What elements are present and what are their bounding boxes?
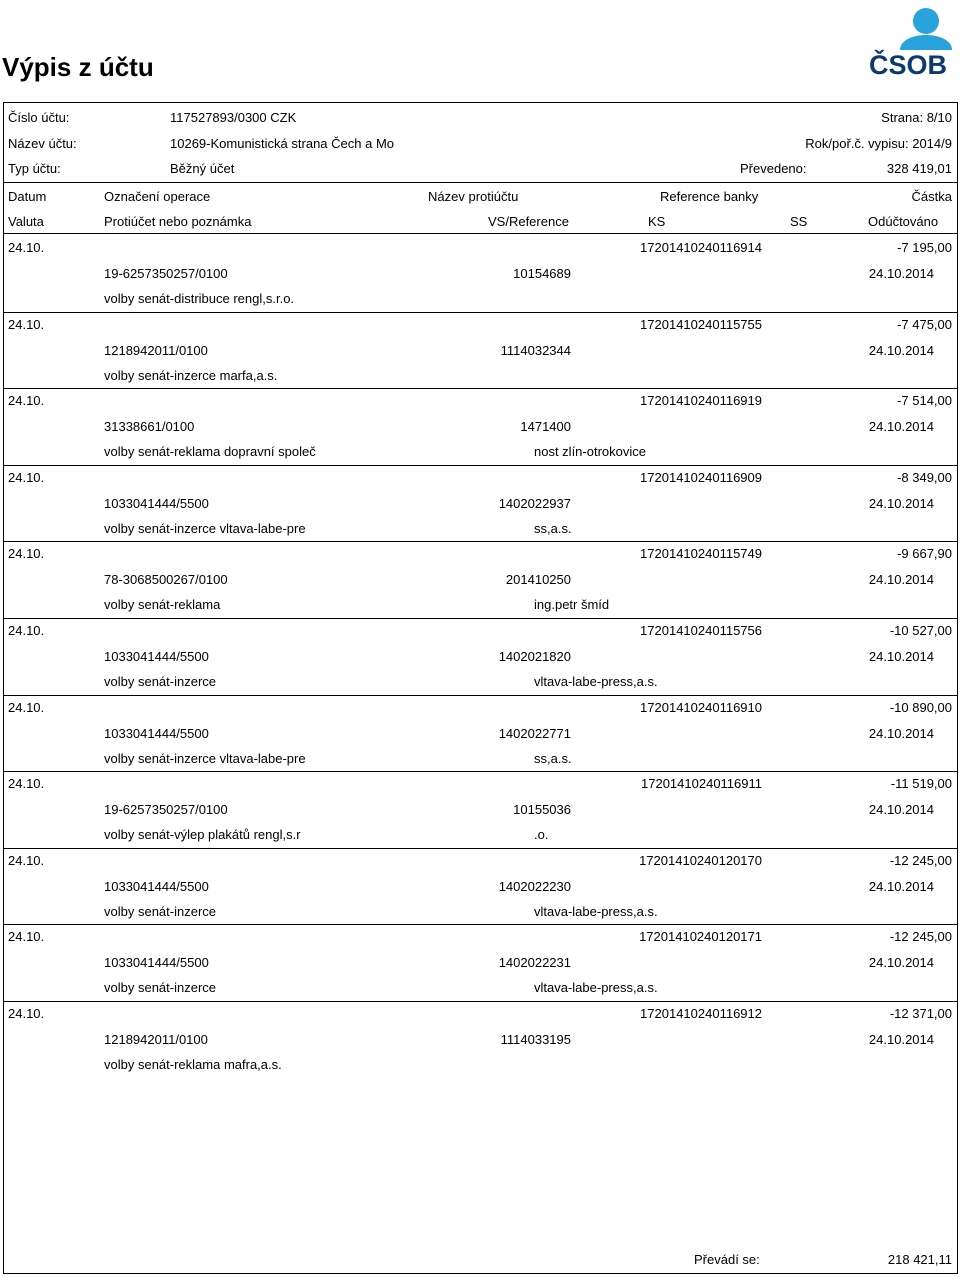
transaction-ref: 17201410240116912: [640, 1006, 762, 1021]
transfer-amount: 218 421,11: [887, 1252, 952, 1267]
transaction-vs: 10154689: [513, 266, 571, 281]
transaction-vs: 1471400: [520, 419, 571, 434]
page-number: Strana: 8/10: [881, 110, 952, 125]
transaction-vs: 201410250: [505, 572, 571, 587]
col-nazev: Název protiúčtu: [428, 189, 519, 204]
transaction-amount: -7 514,00: [897, 393, 952, 408]
transaction-posted: 24.10.2014: [868, 955, 934, 970]
transaction-note2: ss,a.s.: [534, 521, 572, 536]
transaction-account: 19-6257350257/0100: [104, 266, 228, 281]
transaction-posted: 24.10.2014: [868, 496, 934, 511]
transaction-vs: 1114033195: [500, 1032, 571, 1047]
transaction-account: 31338661/0100: [104, 419, 195, 434]
row-divider: [4, 924, 957, 925]
transaction-posted: 24.10.2014: [868, 572, 934, 587]
col-reference: Reference banky: [660, 189, 759, 204]
transaction-posted: 24.10.2014: [868, 802, 934, 817]
transaction-ref: 17201410240115749: [640, 546, 762, 561]
transaction-amount: -10 527,00: [889, 623, 952, 638]
header-divider: [4, 182, 957, 183]
col-castka: Částka: [911, 189, 952, 204]
transaction-date: 24.10.: [8, 929, 45, 944]
logo-icon: [860, 4, 956, 50]
transaction-posted: 24.10.2014: [868, 726, 934, 741]
transaction-note2: vltava-labe-press,a.s.: [534, 674, 658, 689]
col-protiucet: Protiúčet nebo poznámka: [104, 214, 252, 229]
transaction-account: 1033041444/5500: [104, 955, 209, 970]
transaction-date: 24.10.: [8, 240, 45, 255]
col-oznaceni: Označení operace: [104, 189, 211, 204]
carried-amount: 328 419,01: [886, 161, 952, 176]
transaction-note2: ss,a.s.: [534, 751, 572, 766]
carried-label: Převedeno:: [740, 161, 807, 176]
transaction-posted: 24.10.2014: [868, 1032, 934, 1047]
transaction-amount: -12 371,00: [889, 1006, 952, 1021]
transaction-date: 24.10.: [8, 1006, 45, 1021]
transaction-account: 1218942011/0100: [104, 343, 208, 358]
row-divider: [4, 388, 957, 389]
transaction-posted: 24.10.2014: [868, 649, 934, 664]
transaction-ref: 17201410240116919: [640, 393, 762, 408]
transaction-date: 24.10.: [8, 853, 45, 868]
row-divider: [4, 541, 957, 542]
transaction-date: 24.10.: [8, 546, 45, 561]
transaction-posted: 24.10.2014: [868, 419, 934, 434]
transaction-ref: 17201410240116914: [640, 240, 762, 255]
transaction-note: volby senát-výlep plakátů rengl,s.r: [104, 827, 301, 842]
account-type-label: Typ účtu:: [8, 161, 61, 176]
col-ks: KS: [648, 214, 666, 229]
transaction-amount: -11 519,00: [890, 776, 952, 791]
transaction-amount: -7 195,00: [897, 240, 952, 255]
columns-divider: [4, 233, 957, 234]
transaction-posted: 24.10.2014: [868, 266, 934, 281]
transaction-ref: 17201410240120171: [639, 929, 762, 944]
account-name: 10269-Komunistická strana Čech a Mo: [170, 136, 395, 151]
transaction-date: 24.10.: [8, 317, 45, 332]
transaction-ref: 17201410240120170: [639, 853, 762, 868]
transaction-account: 1033041444/5500: [104, 496, 209, 511]
transaction-ref: 17201410240116909: [640, 470, 762, 485]
transaction-ref: 17201410240115756: [640, 623, 762, 638]
col-ss: SS: [790, 214, 808, 229]
account-number: 117527893/0300 CZK: [170, 110, 297, 125]
transaction-amount: -7 475,00: [897, 317, 952, 332]
transaction-ref: 17201410240116910: [640, 700, 762, 715]
transaction-amount: -8 349,00: [897, 470, 952, 485]
transaction-account: 1033041444/5500: [104, 726, 209, 741]
account-number-label: Číslo účtu:: [8, 110, 70, 125]
transaction-vs: 1402022231: [498, 955, 571, 970]
account-name-label: Název účtu:: [8, 136, 77, 151]
transaction-ref: 17201410240115755: [640, 317, 762, 332]
transaction-vs: 1402022230: [498, 879, 571, 894]
transaction-vs: 1402022937: [498, 496, 571, 511]
transaction-account: 19-6257350257/0100: [104, 802, 228, 817]
transaction-date: 24.10.: [8, 700, 45, 715]
transaction-amount: -12 245,00: [889, 929, 952, 944]
transaction-note: volby senát-inzerce marfa,a.s.: [104, 368, 278, 383]
row-divider: [4, 618, 957, 619]
transaction-vs: 10155036: [513, 802, 571, 817]
transaction-note: volby senát-inzerce: [104, 980, 216, 995]
account-type: Běžný účet: [170, 161, 235, 176]
transaction-note2: vltava-labe-press,a.s.: [534, 980, 658, 995]
logo-wordmark: ČSOB: [868, 50, 947, 80]
transaction-date: 24.10.: [8, 470, 45, 485]
transaction-amount: -12 245,00: [889, 853, 952, 868]
transaction-note: volby senát-reklama mafra,a.s.: [104, 1057, 282, 1072]
statement-number: Rok/poř.č. vypisu: 2014/9: [805, 136, 952, 151]
csob-logo: [860, 4, 956, 82]
transaction-posted: 24.10.2014: [868, 343, 934, 358]
transaction-note2: nost zlín-otrokovice: [534, 444, 646, 459]
col-valuta: Valuta: [8, 214, 44, 229]
col-vs: VS/Reference: [488, 214, 569, 229]
page-title: Výpis z účtu: [2, 52, 154, 82]
col-datum: Datum: [8, 189, 47, 204]
transaction-note: volby senát-reklama: [104, 597, 221, 612]
transaction-note: volby senát-inzerce vltava-labe-pre: [104, 751, 306, 766]
transfer-label: Převádí se:: [694, 1252, 760, 1267]
transaction-date: 24.10.: [8, 776, 45, 791]
row-divider: [4, 771, 957, 772]
transaction-vs: 1402022771: [498, 726, 571, 741]
transaction-vs: 1114032344: [500, 343, 571, 358]
transaction-account: 1218942011/0100: [104, 1032, 208, 1047]
transaction-date: 24.10.: [8, 393, 45, 408]
row-divider: [4, 695, 957, 696]
row-divider: [4, 1001, 957, 1002]
col-oductovano: Odúčtováno: [868, 214, 939, 229]
transaction-note2: .o.: [534, 827, 549, 842]
transaction-account: 78-3068500267/0100: [104, 572, 228, 587]
transaction-posted: 24.10.2014: [868, 879, 934, 894]
row-divider: [4, 465, 957, 466]
transaction-account: 1033041444/5500: [104, 649, 209, 664]
transaction-note: volby senát-inzerce: [104, 904, 216, 919]
transaction-note: volby senát-distribuce rengl,s.r.o.: [104, 291, 295, 306]
row-divider: [4, 312, 957, 313]
transaction-amount: -10 890,00: [889, 700, 952, 715]
row-divider: [4, 848, 957, 849]
transaction-note: volby senát-inzerce vltava-labe-pre: [104, 521, 306, 536]
transaction-note2: ing.petr šmíd: [534, 597, 610, 612]
transaction-date: 24.10.: [8, 623, 45, 638]
transaction-ref: 17201410240116911: [641, 776, 762, 791]
transaction-note: volby senát-inzerce: [104, 674, 216, 689]
transaction-note2: vltava-labe-press,a.s.: [534, 904, 658, 919]
transaction-account: 1033041444/5500: [104, 879, 209, 894]
transaction-vs: 1402021820: [498, 649, 571, 664]
transaction-amount: -9 667,90: [897, 546, 952, 561]
transaction-note: volby senát-reklama dopravní společ: [104, 444, 316, 459]
